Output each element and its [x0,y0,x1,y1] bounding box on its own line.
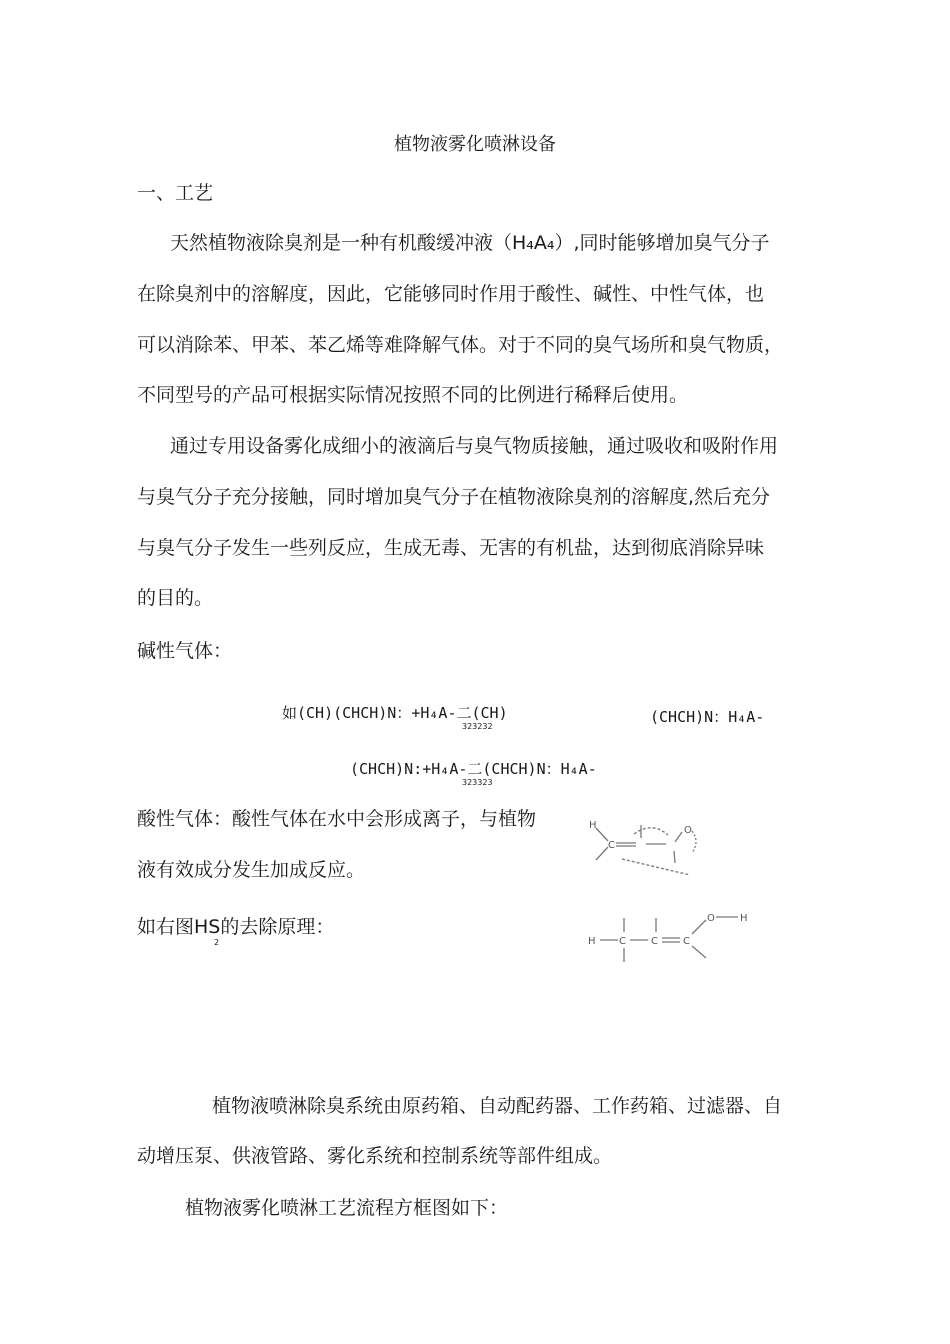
molecule-diagram-top [582,815,742,875]
section-heading: 一、工艺 [137,182,214,204]
formula-1-subscripts: 323232 [462,722,493,731]
molecule-atom-label: H [588,936,596,947]
paragraph-line: 可以消除苯、甲苯、苯乙烯等难降解气体。对于不同的臭气场所和臭气物质， [137,334,784,356]
document-title: 植物液雾化喷淋设备 [394,134,556,155]
formula-2-subscripts: 323323 [462,778,493,787]
molecule-atom-label: H [589,820,597,831]
paragraph-line: 液有效成分发生加成反应。 [137,859,366,881]
paragraph-line: 酸性气体：酸性气体在水中会形成离子，与植物 [137,808,537,830]
molecule-atom-label: C [619,936,626,947]
paragraph-line: 不同型号的产品可根据实际情况按照不同的比例进行稀释后使用。 [137,384,689,406]
formula-1-right: (CHCH)N：H₄A- [650,708,765,726]
molecule-atom-label: C [608,840,615,851]
molecule-atom-label: C [651,936,658,947]
molecule-diagram-bottom [582,900,762,975]
molecule-atom-label: H [740,913,748,924]
flow-diagram-caption: 植物液雾化喷淋工艺流程方框图如下： [185,1197,509,1219]
paragraph-line: 在除臭剂中的溶解度，因此，它能够同时作用于酸性、碱性、中性气体，也 [137,283,765,305]
molecule-atom-label: O [684,825,692,836]
paragraph-line: 与臭气分子充分接触，同时增加臭气分子在植物液除臭剂的溶解度,然后充分 [137,486,771,508]
paragraph-line: 的目的。 [137,587,214,609]
molecule-atom-label: C [683,936,690,947]
h2s-subscript: 2 [214,938,220,947]
h2s-principle-text: 如右图HS的去除原理： [137,916,335,938]
paragraph-line: 与臭气分子发生一些列反应，生成无毒、无害的有机盐，达到彻底消除异味 [137,537,765,559]
alkaline-gas-label: 碱性气体： [137,640,233,662]
paragraph-line: 动增压泵、供液管路、雾化系统和控制系统等部件组成。 [137,1145,613,1167]
paragraph-line: 天然植物液除臭剂是一种有机酸缓冲液（H₄A₄）,同时能够增加臭气分子 [170,232,770,254]
paragraph-line: 通过专用设备雾化成细小的液滴后与臭气物质接触，通过吸收和吸附作用 [170,435,779,457]
paragraph-line: 植物液喷淋除臭系统由原药箱、自动配药器、工作药箱、过滤器、自 [212,1095,783,1117]
molecule-atom-label: O [707,913,715,924]
formula-1-left: 如(CH)(CHCH)N：+H₄A-二(CH) [282,704,508,722]
formula-2: (CHCH)N:+H₄A-二(CHCH)N：H₄A- [350,760,597,778]
